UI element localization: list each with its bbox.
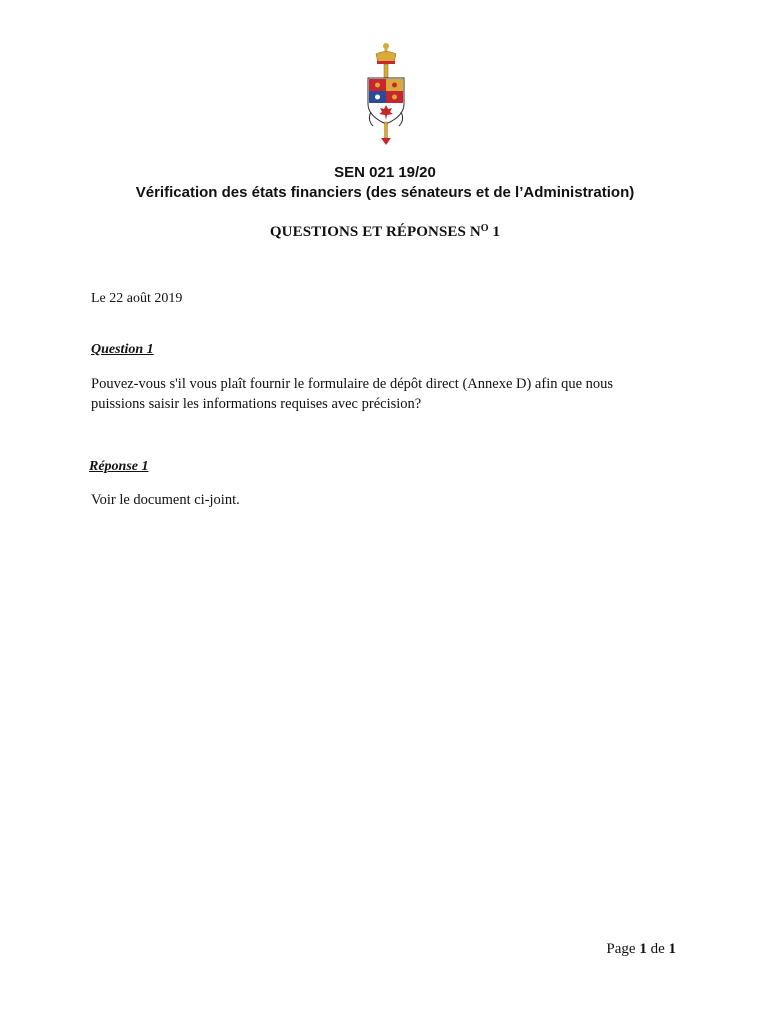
question-line: Pouvez-vous s'il vous plaît fournir le formulaire de dépôt direct (Annexe D) afin que nous (91, 376, 614, 392)
current-page-number: 1 (639, 941, 647, 957)
shield-icon (368, 78, 404, 124)
qa-title (0, 223, 770, 241)
page-word: Page (606, 941, 640, 957)
qa-title-number: 1 (488, 224, 501, 240)
crown-icon (376, 43, 396, 64)
total-pages-number: 1 (668, 941, 676, 957)
answer-heading: Réponse 1 (89, 459, 149, 474)
qa-title-main: QUESTIONS ET RÉPONSES N (269, 224, 481, 240)
document-subject: Vérification des états financiers (des sénateurs et de l’Administration) (135, 184, 635, 201)
answer-text: Voir le document ci-joint. (91, 492, 240, 508)
document-reference: SEN 021 19/20 (334, 164, 436, 181)
document-date: Le 22 août 2019 (91, 291, 183, 306)
page-footer (606, 941, 676, 958)
senate-coat-of-arms-icon (359, 42, 413, 146)
qa-title-superscript: O (480, 223, 489, 234)
question-line: puissions saisir les informations requises avec précision? (91, 396, 422, 412)
of-word: de (646, 941, 669, 957)
question-heading: Question 1 (91, 342, 154, 357)
question-text (91, 374, 691, 414)
